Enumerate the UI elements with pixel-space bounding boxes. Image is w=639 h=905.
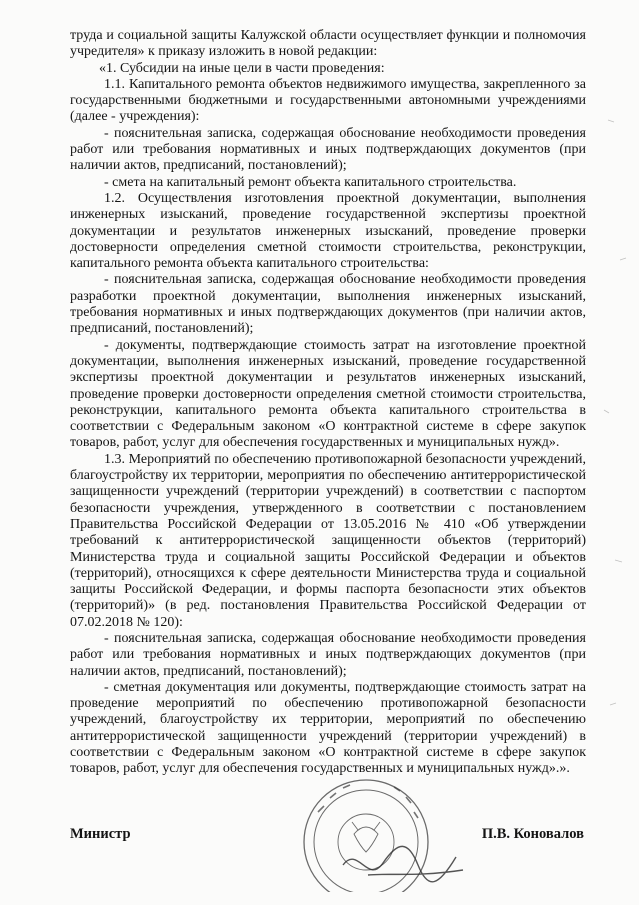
paragraph-1-2-item-2: - документы, подтверждающие стоимость затрат на изготовление проектной документации, выполнения инженерных изысканий, проведение государственной экспертизы проектной документации и результатов инженерных изысканий, проведение проверки достоверности определения сметной стоимости строительства, реконструкции, капитального ремонта объекта капитального строительства в соответствии с Федеральным законом «О контрактной системе в сфере закупок товаров, работ, услуг для обеспечения государственных и муниципальных нужд». bbox=[70, 337, 586, 451]
signatory-name: П.В. Коновалов bbox=[481, 826, 584, 842]
paragraph-1-1-item-1: - пояснительная записка, содержащая обоснование необходимости проведения работ или требования нормативных и иных подтверждающих документов (при наличии актов, предписаний, постановлений); bbox=[70, 125, 586, 174]
paragraph-1-1: 1.1. Капитального ремонта объектов недвижимого имущества, закрепленного за государственными бюджетными и государственными автономными учреждениями (далее - учреждения): bbox=[70, 76, 586, 125]
signature-block bbox=[70, 826, 586, 846]
paragraph-subsidies-heading: «1. Субсидии на иные цели в части проведения: bbox=[99, 60, 385, 76]
paragraph-1-2: 1.2. Осуществления изготовления проектной документации, выполнения инженерных изысканий, проведение государственной экспертизы проектной документации и результатов инженерных изысканий, проведение проверки достоверности определения сметной стоимости строительства, реконструкции, капитального ремонта объекта капитального строительства: bbox=[70, 190, 586, 272]
signatory-title: Министр bbox=[70, 826, 131, 842]
paragraph-1-2-item-1: - пояснительная записка, содержащая обоснование необходимости проведения разработки проектной документации, выполнения инженерных изысканий, требования нормативных и иных подтверждающих документов (при наличии актов, предписаний, постановлений); bbox=[70, 272, 586, 337]
document-body bbox=[70, 28, 586, 778]
paragraph-1-3-item-1: - пояснительная записка, содержащая обоснование необходимости проведения работ или требования нормативных и иных подтверждающих документов (при наличии актов, предписаний, постановлений); bbox=[70, 630, 586, 679]
paragraph-1-3: 1.3. Мероприятий по обеспечению противопожарной безопасности учреждений, благоустройству их территории, мероприятия по обеспечению антитеррористической защищенности учреждений (территории учреждений) в соответствии с паспортом безопасности учреждения, утвержденного в соответствии с постановлением Правительства Российской Федерации от 13.05.2016 № 410 «Об утверждении требований к антитеррористической защищенности объектов (территорий) Министерства труда и социальной защиты Российской Федерации и объектов (территорий), относящихся к сфере деятельности Министерства труда и социальной защиты Российской Федерации, и формы паспорта безопасности этих объектов (территорий)» (в ред. постановления Правительства Российской Федерации от 07.02.2018 № 120): bbox=[70, 451, 586, 630]
scan-noise-marks bbox=[600, 0, 639, 905]
paragraph-1-3-item-2: - сметная документация или документы, подтверждающие стоимость затрат на проведение мероприятий по обеспечению противопожарной безопасности учреждений, благоустройству их территории, мероприятий по обеспечению антитеррористической защищенности учреждений (территории учреждений) в соответствии с Федеральным законом «О контрактной системе в сфере закупок товаров, работ, услуг для обеспечения государственных и муниципальных нужд».». bbox=[70, 679, 586, 777]
paragraph-intro: труда и социальной защиты Калужской области осуществляет функции и полномочия учредителя» к приказу изложить в новой редакции: bbox=[70, 28, 586, 60]
paragraph-1-1-item-2: - смета на капитальный ремонт объекта капитального строительства. bbox=[104, 174, 517, 190]
